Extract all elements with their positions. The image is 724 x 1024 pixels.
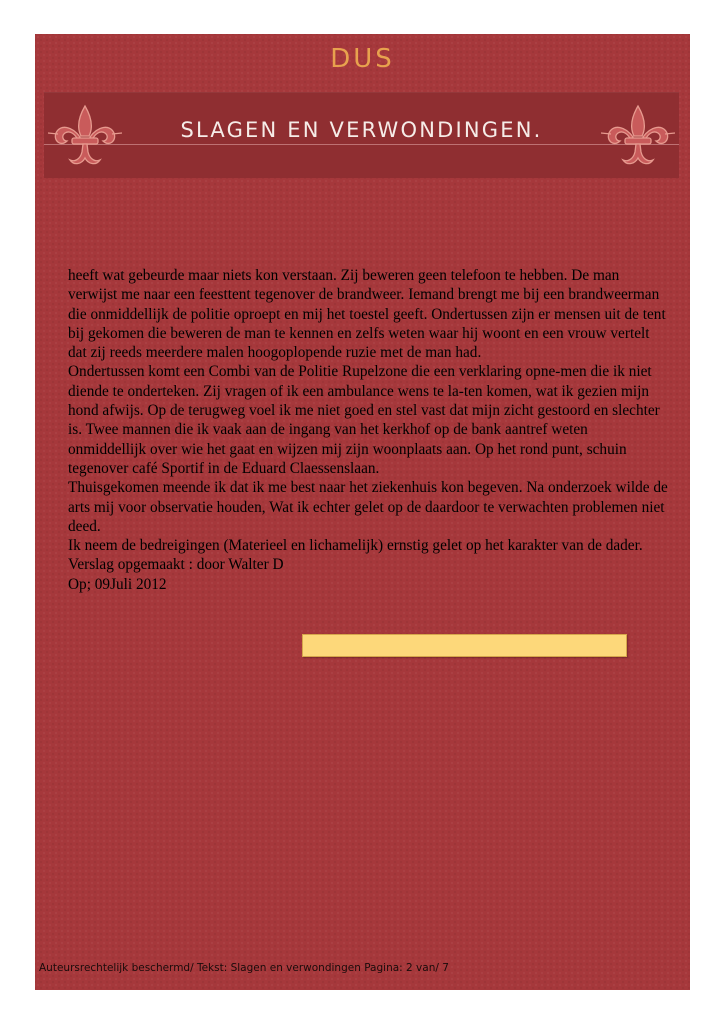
page-footer: Auteursrechtelijk beschermd/ Tekst: Slagen en verwondingen Pagina: 2 van/ 7 — [39, 962, 449, 974]
letter-body — [68, 266, 668, 594]
page-title: SLAGEN EN VERWONDINGEN. — [180, 118, 543, 142]
body-paragraph: Thuisgekomen meende ik dat ik me best naar het ziekenhuis kon begeven. Na onderzoek wilde de arts mij voor observatie houden, Wat ik echter gelet op de daardoor te verwachten problemen niet deed. — [68, 479, 668, 535]
redaction-box — [302, 634, 627, 657]
header-word: DUS — [330, 44, 395, 74]
body-paragraph: heeft wat gebeurde maar niets kon verstaan. Zij beweren geen telefoon te hebben. De man verwijst me naar een feesttent tegenover de brandweer. Iemand brengt me bij een brandweerman die onmiddellijk de politie oproept en mij het toestel geeft. Ondertussen zijn er mensen uit de tent bij gekomen die beweren de man te kennen en zelfs weten waar hij woont en een vrouw vertelt dat zij reeds meerdere malen hoogoplopende ruzie met de man had. — [68, 267, 666, 362]
report-date-line: Op; 09Juli 2012 — [68, 575, 167, 593]
document-page — [35, 34, 690, 990]
banner-divider — [44, 144, 679, 145]
report-author-line: Verslag opgemaakt : door Walter D — [68, 556, 284, 574]
fleur-de-lis-icon — [601, 100, 675, 170]
body-paragraph: Ik neem de bedreigingen (Materieel en lichamelijk) ernstig gelet op het karakter van de dader. — [68, 537, 643, 555]
title-banner — [44, 92, 679, 178]
body-paragraph: Ondertussen komt een Combi van de Politie Rupelzone die een verklaring opne-men die ik niet diende te onderteken. Zij vragen of ik een ambulance wens te la-ten komen, wat ik gezien mijn hond afwijs. Op de terugweg voel ik me niet goed en stel vast dat mijn zicht gestoord en slechter is. Twee mannen die ik vaak aan de ingang van het kerkhof op de bank aantref weten onmiddellijk over wie het gaat en wijzen mij zijn woonplaats aan. Op het rond punt, schuin tegenover café Sportif in de Eduard Claessenslaan. — [68, 363, 660, 477]
